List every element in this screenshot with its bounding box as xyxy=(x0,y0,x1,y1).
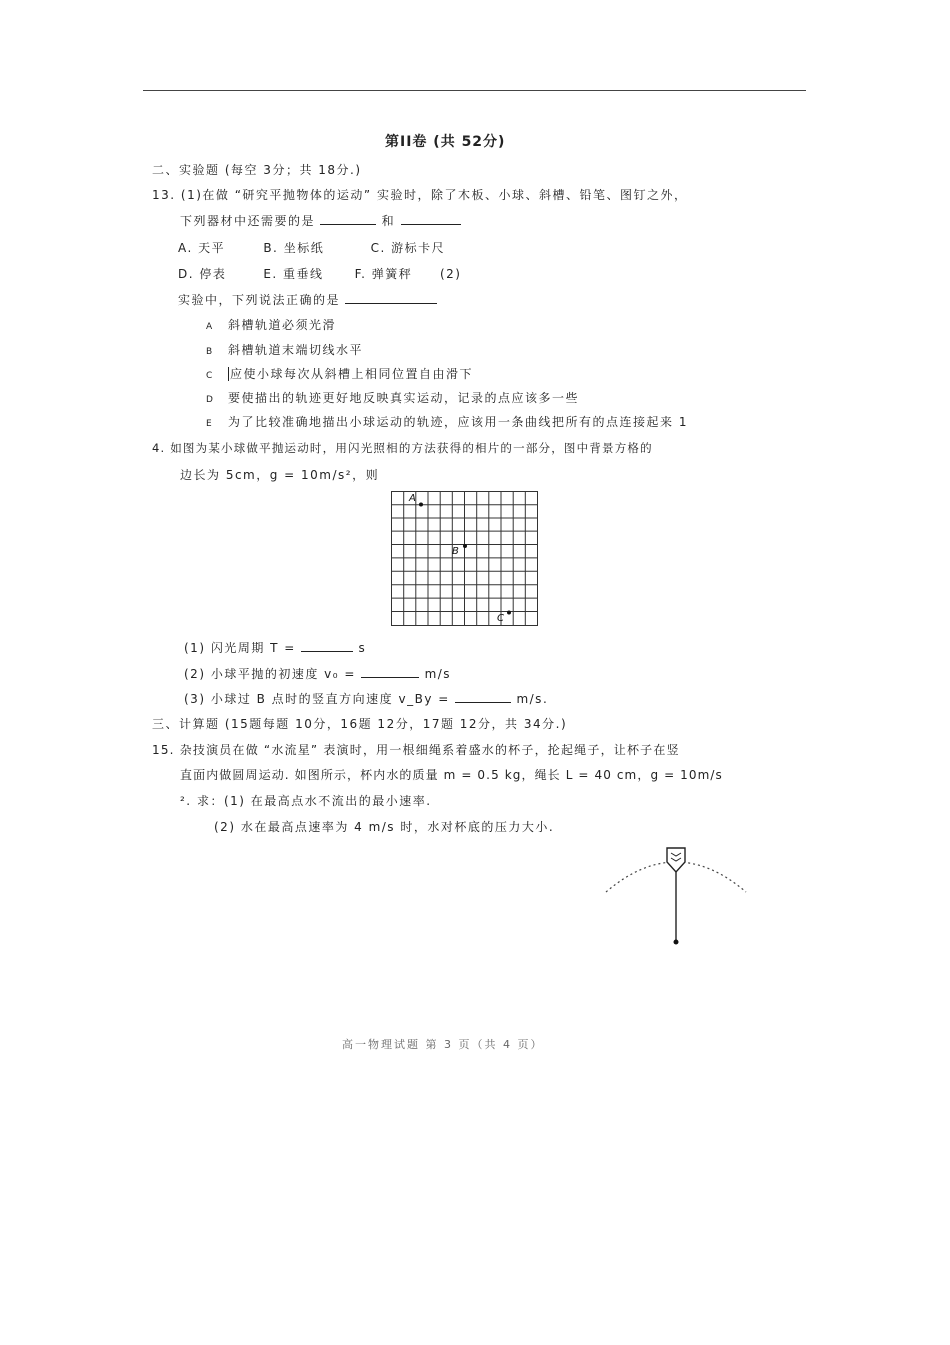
period-blank[interactable] xyxy=(301,639,353,652)
cup-icon xyxy=(667,848,685,872)
q13-blank-2[interactable] xyxy=(401,212,461,225)
point-b-label: B xyxy=(452,546,459,557)
choice-b xyxy=(206,341,363,358)
choice-b-text: 斜槽轨道末端切线水平 xyxy=(228,343,364,357)
choice-a-letter: A xyxy=(206,322,214,332)
point-a xyxy=(419,503,423,507)
flash-photo-grid xyxy=(388,488,542,630)
q13-options-row1 xyxy=(178,239,445,256)
water-meteor-diagram xyxy=(600,840,755,950)
point-c xyxy=(507,611,511,615)
q14-line1: 4. 如图为某小球做平抛运动时，用闪光照相的方法获得的相片的一部分，图中背景方格的 xyxy=(152,441,653,455)
q14-sub2-unit: m/s xyxy=(424,667,452,681)
q13-blank-1[interactable] xyxy=(320,212,376,225)
q13-line2 xyxy=(180,212,461,229)
choice-c xyxy=(206,365,473,382)
q15-line2: 直面内做圆周运动. 如图所示，杯内水的质量 m = 0.5 kg，绳长 L = 40 cm，g = 10m/s xyxy=(180,768,723,782)
choice-d-letter: D xyxy=(206,395,215,405)
part-title: 第II卷 (共 52分) xyxy=(385,134,506,150)
header-rule xyxy=(143,90,806,91)
section3-heading: 三、计算题 (15题每题 10分，16题 12分，17题 12分，共 34分.) xyxy=(152,717,568,731)
vertical-velocity-blank[interactable] xyxy=(455,690,511,703)
choice-d xyxy=(206,389,579,406)
point-a-label: A xyxy=(409,493,416,504)
q14-sub1 xyxy=(184,639,366,656)
q13-blank-3[interactable] xyxy=(345,291,437,304)
q13-line2-and: 和 xyxy=(381,214,396,228)
q13-line1: 13. (1)在做 “研究平抛物体的运动” 实验时，除了木板、小球、斜槽、铅笔、图钉之外， xyxy=(152,188,688,202)
center-point xyxy=(674,940,679,945)
option-f: F. 弹簧秤 xyxy=(354,267,413,281)
q15-line1: 15. 杂技演员在做 “水流星” 表演时，用一根细绳系着盛水的杯子，抡起绳子，让杯子在竖 xyxy=(152,743,680,757)
q13-options-row2 xyxy=(178,265,461,282)
q13-part2-prompt-line xyxy=(178,291,437,308)
q14-sub3 xyxy=(184,690,548,707)
q14-sub2 xyxy=(184,665,451,682)
choice-e xyxy=(206,413,688,430)
q13-part2-prompt: 实验中，下列说法正确的是 xyxy=(178,293,341,307)
section2-heading: 二、实验题 (每空 3分；共 18分.) xyxy=(152,163,362,177)
choice-c-letter: C xyxy=(206,371,214,381)
grid-lines xyxy=(392,492,538,626)
point-b xyxy=(463,544,467,548)
page-footer: 高一物理试题 第 3 页（共 4 页） xyxy=(342,1038,544,1051)
q15-line4: (2) 水在最高点速率为 4 m/s 时，水对杯底的压力大小. xyxy=(214,820,555,834)
q15-line3: ². 求：(1) 在最高点水不流出的最小速率. xyxy=(180,794,432,808)
point-c-label: C xyxy=(497,613,504,624)
choice-a-text: 斜槽轨道必须光滑 xyxy=(228,318,337,332)
choice-c-text: 应使小球每次从斜槽上相同位置自由滑下 xyxy=(230,367,474,381)
q13-line2-prefix: 下列器材中还需要的是 xyxy=(180,214,316,228)
q14-sub3-unit: m/s. xyxy=(516,692,549,706)
option-a: A. 天平 xyxy=(178,241,226,255)
option-d: D. 停表 xyxy=(178,267,227,281)
option-c: C. 游标卡尺 xyxy=(370,241,446,255)
q13-part2-number: (2) xyxy=(439,267,462,281)
choice-b-letter: B xyxy=(206,347,214,357)
q14-line2: 边长为 5cm，g = 10m/s²，则 xyxy=(180,468,380,482)
q14-sub1-prefix: (1) 闪光周期 T = xyxy=(184,641,296,655)
choice-d-text: 要使描出的轨迹更好地反映真实运动，记录的点应该多一些 xyxy=(228,391,580,405)
option-b: B. 坐标纸 xyxy=(263,241,325,255)
choice-e-text: 为了比较准确地描出小球运动的轨迹，应该用一条曲线把所有的点连接起来 1 xyxy=(228,415,688,429)
q14-sub1-unit: s xyxy=(358,641,367,655)
initial-velocity-blank[interactable] xyxy=(361,665,419,678)
q14-sub3-prefix: (3) 小球过 B 点时的竖直方向速度 v_By = xyxy=(184,692,450,706)
choice-a xyxy=(206,316,336,333)
q14-sub2-prefix: (2) 小球平抛的初速度 v₀ = xyxy=(184,667,356,681)
choice-e-letter: E xyxy=(206,419,214,429)
option-e: E. 重垂线 xyxy=(263,267,324,281)
